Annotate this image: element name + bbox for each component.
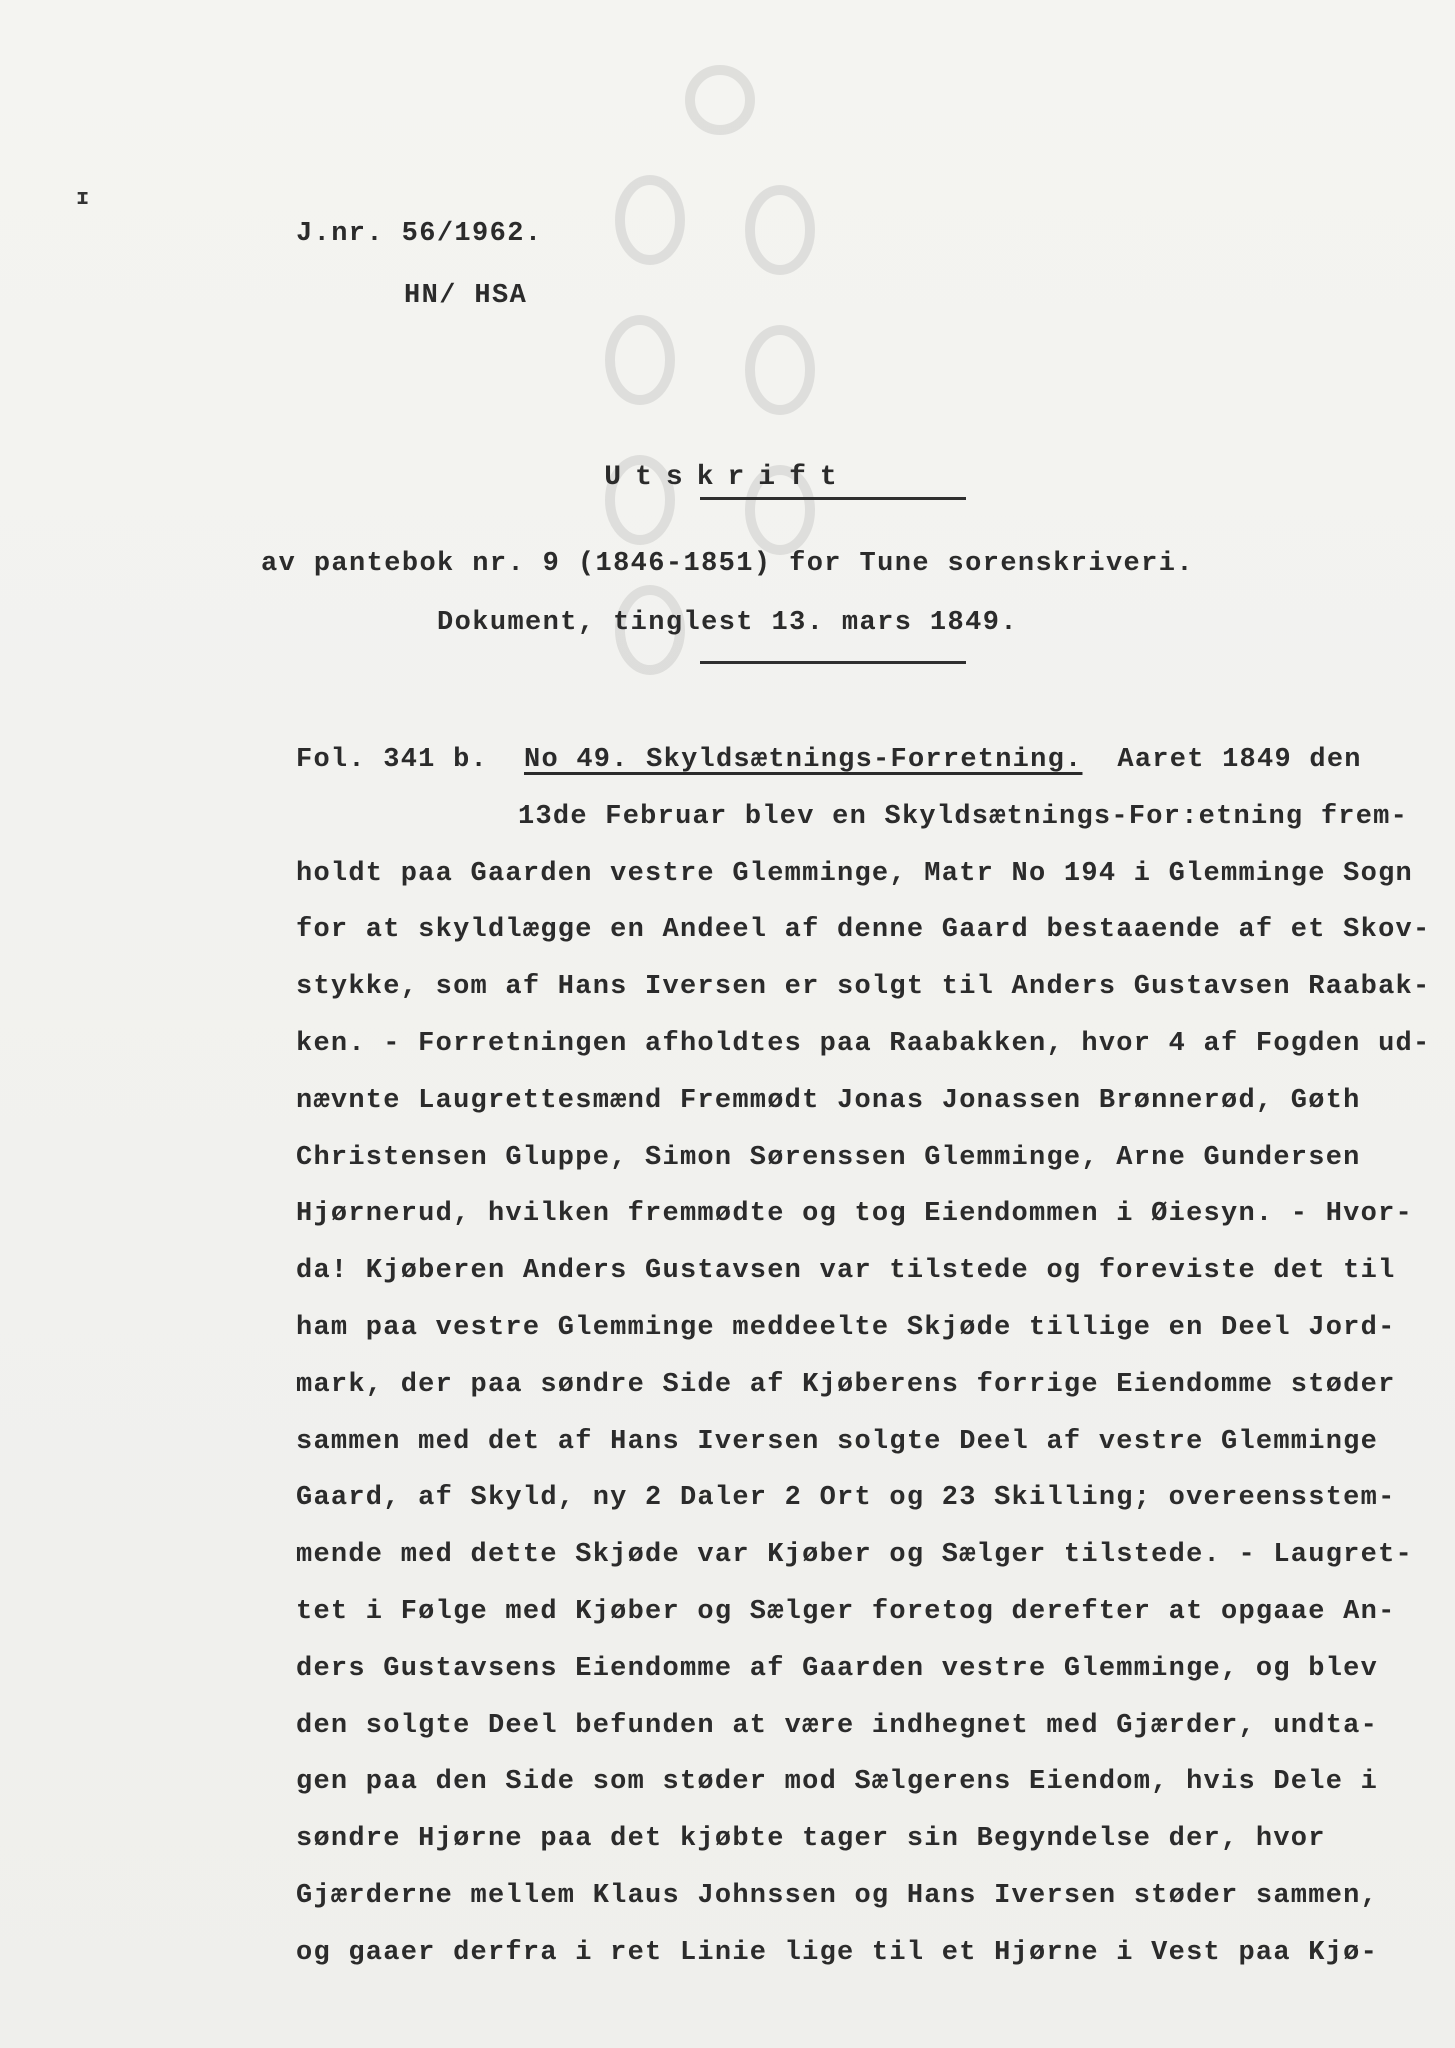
body-line: Gaard, af Skyld, ny 2 Daler 2 Ort og 23 Skilling; overeensstem- xyxy=(296,1483,1396,1514)
stamp-watermark xyxy=(530,30,860,690)
body-line: den solgte Deel befunden at være indhegnet med Gjærder, undta- xyxy=(296,1710,1379,1741)
folio-reference: Fol. 341 b. xyxy=(296,745,488,775)
body-line: og gaaer derfra i ret Linie lige til et Hjørne i Vest paa Kjø- xyxy=(296,1937,1379,1968)
margin-mark: ɪ xyxy=(76,186,90,211)
body-line: 13de Februar blev en Skyldsætnings-For:etning frem- xyxy=(518,801,1409,832)
journal-number: J.nr. 56/1962. xyxy=(296,219,543,249)
subtitle-rule xyxy=(700,661,966,664)
title-underline xyxy=(700,497,966,500)
document-body xyxy=(296,732,1436,1982)
body-line: holdt paa Gaarden vestre Glemminge, Matr No 194 i Glemminge Sogn xyxy=(296,858,1413,889)
body-line: tet i Følge med Kjøber og Sælger foretog derefter at opgaae An- xyxy=(296,1596,1396,1627)
body-line: sammen med det af Hans Iversen solgte Deel af vestre Glemminge xyxy=(296,1426,1379,1457)
body-line: ders Gustavsens Eiendomme af Gaarden vestre Glemminge, og blev xyxy=(296,1653,1379,1684)
body-line: ken. - Forretningen afholdtes paa Raabakken, hvor 4 af Fogden ud- xyxy=(296,1028,1431,1059)
body-line: mark, der paa søndre Side af Kjøberens forrige Eiendomme støder xyxy=(296,1369,1396,1400)
body-line: Christensen Gluppe, Simon Sørenssen Glemminge, Arne Gundersen xyxy=(296,1142,1361,1173)
body-line: søndre Hjørne paa det kjøbte tager sin Begyndelse der, hvor xyxy=(296,1824,1326,1855)
body-line: gen paa den Side som støder mod Sælgerens Eiendom, hvis Dele i xyxy=(296,1767,1379,1798)
body-line: mende med dette Skjøde var Kjøber og Sælger tilstede. - Laugret- xyxy=(296,1540,1413,1571)
subtitle-line-2: Dokument, tinglest 13. mars 1849. xyxy=(437,608,1018,638)
body-first-line xyxy=(296,732,1436,789)
body-line: for at skyldlægge en Andeel af denne Gaard bestaaende af et Skov- xyxy=(296,915,1431,946)
body-line: ham paa vestre Glemminge meddeelte Skjøde tillige en Deel Jord- xyxy=(296,1312,1396,1343)
body-line: Hjørnerud, hvilken fremmødte og tog Eiendommen i Øiesyn. - Hvor- xyxy=(296,1199,1413,1230)
body-line: da! Kjøberen Anders Gustavsen var tilstede og foreviste det til xyxy=(296,1256,1396,1287)
body-line: nævnte Laugrettesmænd Fremmødt Jonas Jonassen Brønnerød, Gøth xyxy=(296,1085,1361,1116)
subtitle-line-1: av pantebok nr. 9 (1846-1851) for Tune sorenskriveri. xyxy=(261,549,1194,579)
body-line: Gjærderne mellem Klaus Johnssen og Hans Iversen støder sammen, xyxy=(296,1880,1379,1911)
first-line-rest: Aaret 1849 den xyxy=(1082,745,1362,775)
entry-heading: No 49. Skyldsætnings-Forretning. xyxy=(524,745,1083,775)
body-line: stykke, som af Hans Iversen er solgt til Anders Gustavsen Raabak- xyxy=(296,972,1431,1003)
initials: HN/ HSA xyxy=(404,281,528,311)
document-title: Utskrift xyxy=(604,462,851,493)
